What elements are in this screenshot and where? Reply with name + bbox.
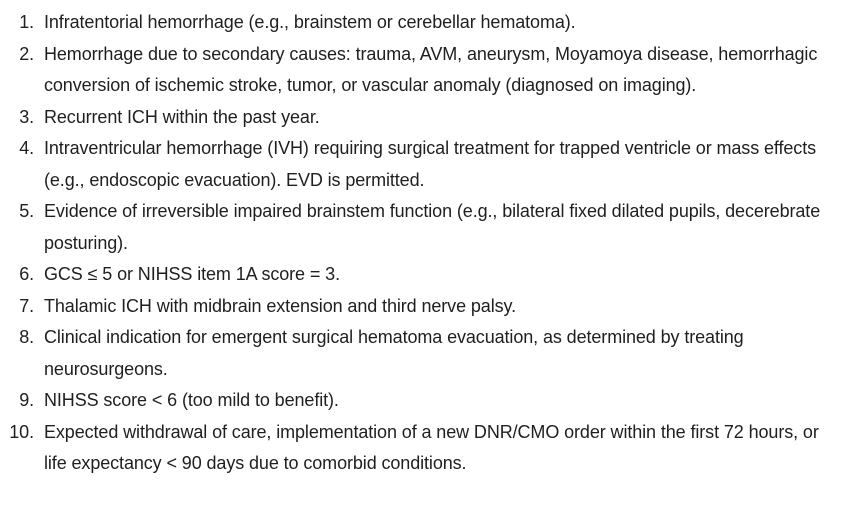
item-number: 8. <box>19 327 34 347</box>
item-number: 6. <box>19 264 34 284</box>
item-text: Clinical indication for emergent surgical hematoma evacuation, as determined by treating neurosurgeons. <box>44 327 744 379</box>
item-text: Expected withdrawal of care, implementation of a new DNR/CMO order within the first 72 hours, or life expectancy < 90 days due to comorbid conditions. <box>44 421 819 473</box>
item-number: 2. <box>19 43 34 64</box>
item-number: 5. <box>19 201 34 221</box>
item-text: Recurrent ICH within the past year. <box>44 106 320 127</box>
list-item <box>0 417 858 480</box>
item-text: Infratentorial hemorrhage (e.g., brainstem or cerebellar hematoma). <box>44 12 576 32</box>
item-number: 3. <box>19 106 34 127</box>
exclusion-criteria-list <box>0 7 858 480</box>
list-item <box>0 259 858 291</box>
item-text: Hemorrhage due to secondary causes: trauma, AVM, aneurysm, Moyamoya disease, hemorrhagic conversion of ischemic stroke, tumor, or vascular anomaly (diagnosed on imaging). <box>44 43 818 95</box>
item-text: GCS ≤ 5 or NIHSS item 1A score = 3. <box>44 264 340 284</box>
list-item <box>0 291 858 323</box>
list-item <box>0 196 858 259</box>
item-text: Intraventricular hemorrhage (IVH) requiring surgical treatment for trapped ventricle or mass effects (e.g., endoscopic evacuation). EVD is permitted. <box>44 138 816 190</box>
item-number: 10. <box>9 421 34 442</box>
item-number: 1. <box>19 12 34 32</box>
item-number: 9. <box>19 390 34 410</box>
list-item <box>0 102 858 134</box>
list-item <box>0 39 858 102</box>
list-item <box>0 133 858 196</box>
item-number: 7. <box>19 295 34 316</box>
list-item <box>0 385 858 417</box>
item-text: Thalamic ICH with midbrain extension and third nerve palsy. <box>44 295 516 316</box>
item-text: NIHSS score < 6 (too mild to benefit). <box>44 390 339 410</box>
item-text: Evidence of irreversible impaired brainstem function (e.g., bilateral fixed dilated pupils, decerebrate posturing). <box>44 201 821 253</box>
item-number: 4. <box>19 138 34 158</box>
list-item <box>0 7 858 39</box>
list-item <box>0 322 858 385</box>
